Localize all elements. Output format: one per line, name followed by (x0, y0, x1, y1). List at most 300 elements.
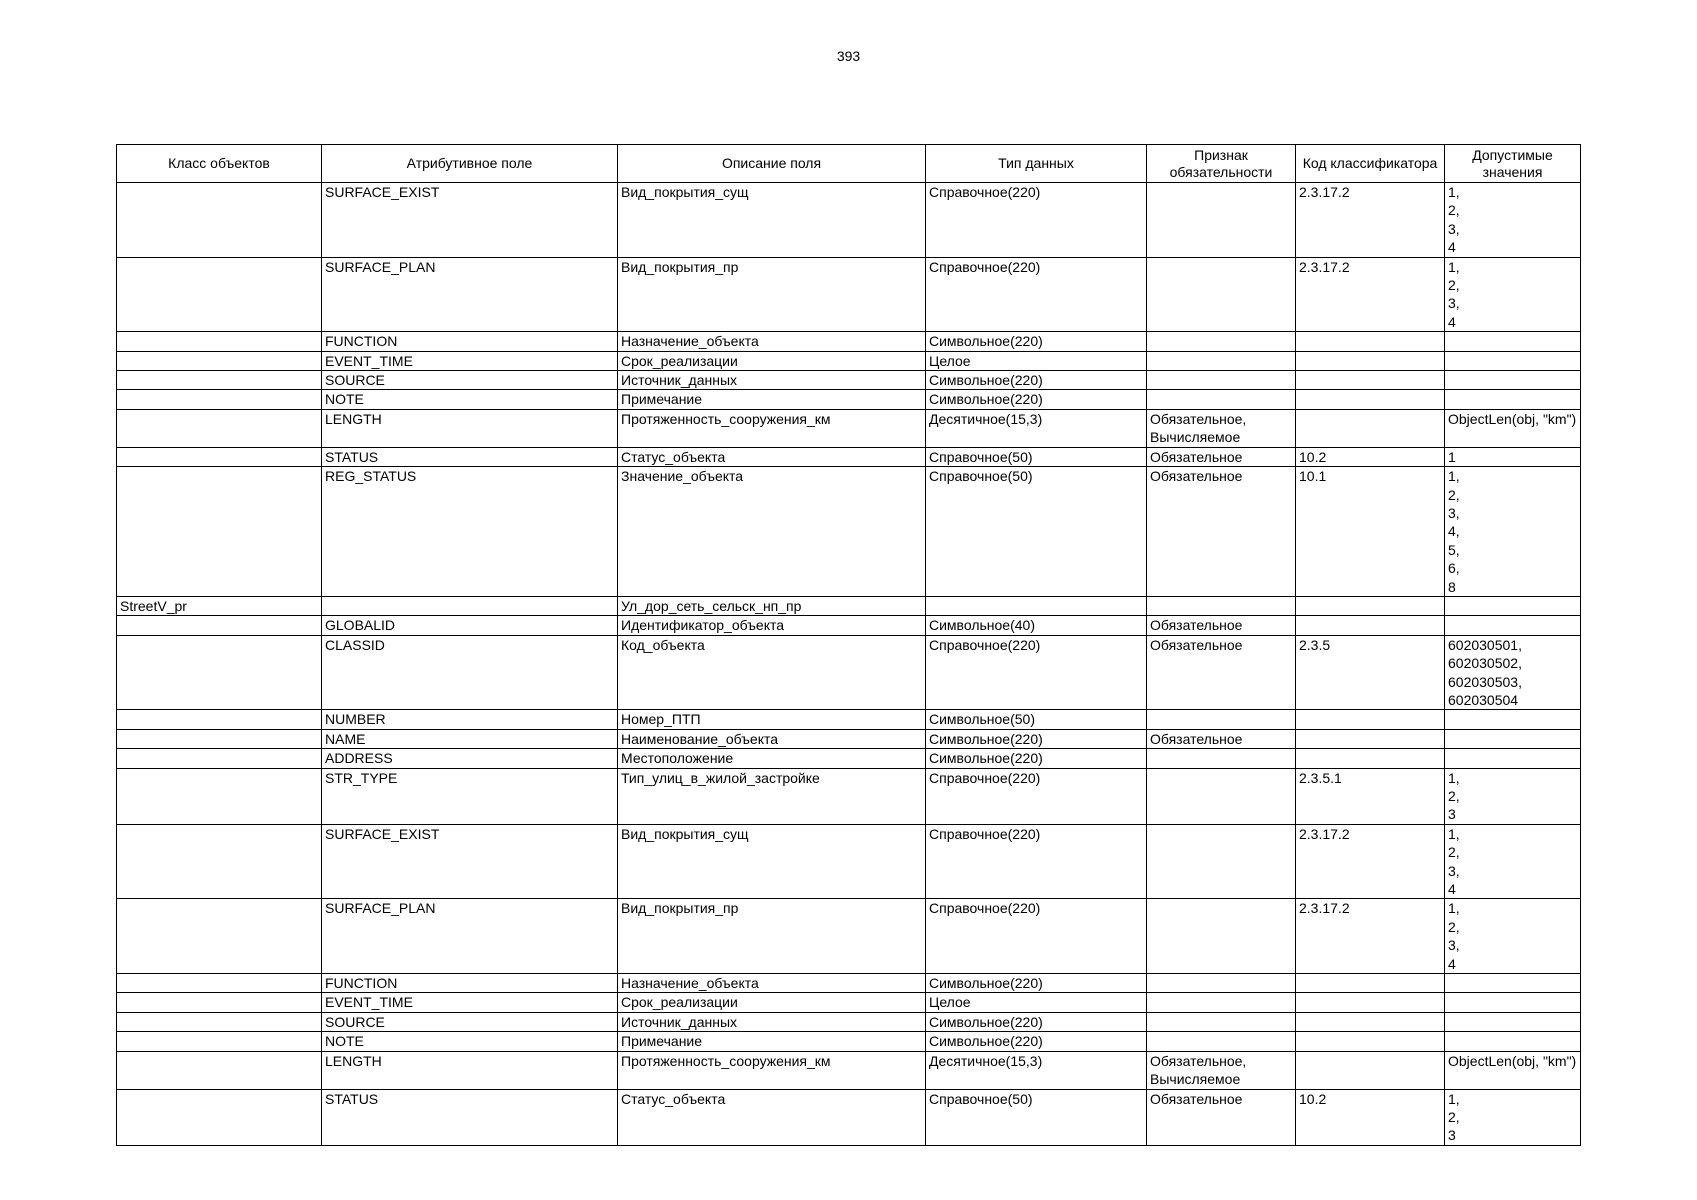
required-cell (1147, 409, 1296, 447)
cell-text: Символьное(220) (929, 372, 1043, 389)
field-cell (322, 183, 618, 258)
table-body (117, 183, 1581, 1146)
classifier-code-cell (1296, 183, 1445, 258)
field-cell (322, 1012, 618, 1031)
classifier-code-cell (1296, 351, 1445, 370)
cell-text: SURFACE_EXIST (325, 825, 440, 842)
classifier-code-cell (1296, 635, 1445, 710)
cell-text: NUMBER (325, 711, 386, 728)
description-cell (618, 1051, 926, 1089)
field-cell (322, 467, 618, 597)
data-type-cell (926, 824, 1147, 899)
data-type-cell (926, 371, 1147, 390)
allowed-values-cell (1445, 729, 1581, 748)
description-cell (618, 824, 926, 899)
required-cell (1147, 993, 1296, 1012)
cell-text: Символьное(50) (929, 711, 1035, 728)
field-cell (322, 768, 618, 824)
field-cell (322, 824, 618, 899)
field-cell (322, 974, 618, 993)
table-row (117, 616, 1581, 635)
required-cell (1147, 183, 1296, 258)
cell-text: Символьное(40) (929, 617, 1035, 634)
table-row (117, 467, 1581, 597)
cell-text: STATUS (325, 1090, 379, 1107)
description-cell (618, 710, 926, 729)
field-cell (322, 710, 618, 729)
cell-text: LENGTH (325, 1052, 382, 1069)
required-cell (1147, 899, 1296, 974)
description-cell (618, 371, 926, 390)
class-cell (117, 467, 322, 597)
table-row (117, 1012, 1581, 1031)
cell-text: Тип_улиц_в_жилой_застройке (621, 769, 820, 786)
cell-text: Десятичное(15,3) (929, 410, 1043, 427)
cell-text: LENGTH (325, 410, 382, 427)
data-type-cell (926, 596, 1147, 615)
classifier-code-cell (1296, 899, 1445, 974)
table-row (117, 332, 1581, 351)
cell-text: 2.3.5.1 (1299, 769, 1342, 786)
attribute-table (116, 144, 1581, 1146)
table-header-row (117, 145, 1581, 183)
cell-line: 1, (1448, 769, 1460, 786)
required-cell (1147, 710, 1296, 729)
cell-text: Справочное(220) (929, 825, 1041, 842)
table-row (117, 749, 1581, 768)
table-row (117, 351, 1581, 370)
cell-text: Протяженность_сооружения_км (621, 1052, 831, 1069)
classifier-code-cell (1296, 390, 1445, 409)
cell-line: 1, (1448, 825, 1460, 842)
cell-text: Справочное(220) (929, 900, 1041, 917)
class-cell (117, 749, 322, 768)
allowed-values-cell (1445, 1051, 1581, 1089)
cell-line: 1, (1448, 900, 1460, 917)
class-cell (117, 390, 322, 409)
allowed-values-cell (1445, 974, 1581, 993)
classifier-code-cell (1296, 447, 1445, 466)
allowed-values-cell (1445, 710, 1581, 729)
cell-text: Назначение_объекта (621, 975, 759, 992)
classifier-code-cell (1296, 409, 1445, 447)
cell-text: Символьное(220) (929, 730, 1043, 747)
data-type-cell (926, 351, 1147, 370)
cell-text: REG_STATUS (325, 468, 417, 485)
required-cell (1147, 447, 1296, 466)
field-cell (322, 749, 618, 768)
description-cell (618, 1032, 926, 1051)
classifier-code-cell (1296, 596, 1445, 615)
cell-text: Десятичное(15,3) (929, 1052, 1043, 1069)
cell-line: Вычисляемое (1150, 429, 1241, 446)
table-row (117, 768, 1581, 824)
class-cell (117, 257, 322, 332)
table-row (117, 183, 1581, 258)
required-cell (1147, 1089, 1296, 1145)
cell-line: 5, (1448, 541, 1460, 558)
description-cell (618, 351, 926, 370)
required-cell (1147, 351, 1296, 370)
cell-text: CLASSID (325, 636, 385, 653)
allowed-values-cell (1445, 899, 1581, 974)
description-cell (618, 899, 926, 974)
class-cell (117, 993, 322, 1012)
header-allowed-values: Допустимые значения (1445, 145, 1581, 183)
cell-text: SURFACE_PLAN (325, 258, 436, 275)
table-row (117, 1089, 1581, 1145)
field-cell (322, 371, 618, 390)
data-type-cell (926, 257, 1147, 332)
allowed-values-cell (1445, 351, 1581, 370)
cell-text: Источник_данных (621, 1013, 738, 1030)
cell-text: Справочное(50) (929, 468, 1033, 485)
cell-text: Вид_покрытия_сущ (621, 825, 749, 842)
cell-text: Справочное(220) (929, 636, 1041, 653)
description-cell (618, 749, 926, 768)
cell-line: Обязательное, (1150, 410, 1247, 427)
table-row (117, 899, 1581, 974)
description-cell (618, 183, 926, 258)
cell-text: Справочное(220) (929, 258, 1041, 275)
cell-line: 4, (1448, 523, 1460, 540)
cell-line: Обязательное (1150, 1090, 1243, 1107)
cell-line: 2, (1448, 788, 1460, 804)
cell-text: Идентификатор_объекта (621, 617, 785, 634)
cell-text: ADDRESS (325, 750, 393, 767)
cell-text: NOTE (325, 391, 364, 408)
allowed-values-cell (1445, 332, 1581, 351)
class-cell (117, 824, 322, 899)
cell-line: 3 (1448, 1127, 1456, 1144)
cell-line: 1, (1448, 468, 1460, 485)
cell-text: SOURCE (325, 1013, 385, 1030)
class-cell (117, 1051, 322, 1089)
allowed-values-cell (1445, 390, 1581, 409)
cell-text: SURFACE_PLAN (325, 900, 436, 917)
required-cell (1147, 332, 1296, 351)
required-cell (1147, 749, 1296, 768)
cell-line: 3, (1448, 862, 1460, 879)
cell-line: 4 (1448, 881, 1456, 898)
required-cell (1147, 824, 1296, 899)
cell-line: ObjectLen(obj, "km") (1448, 410, 1577, 427)
cell-line: 602030503, (1448, 673, 1522, 690)
data-type-cell (926, 616, 1147, 635)
data-type-cell (926, 409, 1147, 447)
cell-text: Срок_реализации (621, 994, 738, 1011)
required-cell (1147, 1051, 1296, 1089)
field-cell (322, 635, 618, 710)
description-cell (618, 409, 926, 447)
data-type-cell (926, 1012, 1147, 1031)
cell-text: Справочное(50) (929, 448, 1033, 465)
description-cell (618, 768, 926, 824)
cell-text: 10.2 (1299, 448, 1327, 465)
required-cell (1147, 596, 1296, 615)
data-type-cell (926, 635, 1147, 710)
data-type-cell (926, 993, 1147, 1012)
cell-line: 2, (1448, 1108, 1460, 1125)
class-cell (117, 616, 322, 635)
cell-line: 2, (1448, 918, 1460, 935)
header-data-type: Тип данных (926, 145, 1147, 183)
field-cell (322, 390, 618, 409)
classifier-code-cell (1296, 371, 1445, 390)
cell-text: 2.3.17.2 (1299, 900, 1350, 917)
data-type-cell (926, 1032, 1147, 1051)
allowed-values-cell (1445, 467, 1581, 597)
allowed-values-cell (1445, 447, 1581, 466)
classifier-code-cell (1296, 710, 1445, 729)
data-type-cell (926, 974, 1147, 993)
field-cell (322, 1032, 618, 1051)
data-type-cell (926, 749, 1147, 768)
table-row (117, 257, 1581, 332)
cell-line: 602030501, (1448, 636, 1522, 653)
class-cell (117, 351, 322, 370)
table-row (117, 993, 1581, 1012)
cell-line: Обязательное (1150, 730, 1243, 747)
cell-text: Назначение_объекта (621, 333, 759, 350)
class-cell (117, 332, 322, 351)
field-cell (322, 1089, 618, 1145)
data-type-cell (926, 447, 1147, 466)
classifier-code-cell (1296, 257, 1445, 332)
table-row (117, 1051, 1581, 1089)
field-cell (322, 616, 618, 635)
allowed-values-cell (1445, 768, 1581, 824)
class-cell (117, 447, 322, 466)
required-cell (1147, 729, 1296, 748)
cell-text: FUNCTION (325, 975, 398, 992)
cell-line: 2, (1448, 486, 1460, 503)
class-cell (117, 183, 322, 258)
cell-line: 602030504 (1448, 691, 1519, 708)
cell-line: ObjectLen(obj, "km") (1448, 1052, 1577, 1069)
classifier-code-cell (1296, 729, 1445, 748)
description-cell (618, 616, 926, 635)
cell-text: Источник_данных (621, 372, 738, 389)
description-cell (618, 332, 926, 351)
description-cell (618, 447, 926, 466)
cell-text: GLOBALID (325, 617, 396, 634)
cell-text: Справочное(220) (929, 184, 1041, 200)
allowed-values-cell (1445, 616, 1581, 635)
description-cell (618, 974, 926, 993)
allowed-values-cell (1445, 993, 1581, 1012)
cell-line: 3, (1448, 937, 1460, 954)
cell-line: 4 (1448, 313, 1456, 330)
cell-text: 10.2 (1299, 1090, 1327, 1107)
cell-text: Номер_ПТП (621, 711, 701, 728)
class-cell (117, 371, 322, 390)
required-cell (1147, 635, 1296, 710)
table-row (117, 409, 1581, 447)
classifier-code-cell (1296, 974, 1445, 993)
class-cell (117, 974, 322, 993)
required-cell (1147, 616, 1296, 635)
classifier-code-cell (1296, 993, 1445, 1012)
cell-line: 602030502, (1448, 655, 1522, 672)
cell-text: Примечание (621, 391, 703, 408)
required-cell (1147, 1032, 1296, 1051)
cell-line: 3 (1448, 806, 1456, 823)
required-cell (1147, 974, 1296, 993)
cell-line: 2, (1448, 277, 1460, 294)
required-cell (1147, 768, 1296, 824)
classifier-code-cell (1296, 1012, 1445, 1031)
field-cell (322, 351, 618, 370)
cell-text: Вид_покрытия_пр (621, 258, 739, 275)
allowed-values-cell (1445, 749, 1581, 768)
cell-line: 1 (1448, 448, 1456, 465)
cell-text: Целое (929, 994, 971, 1011)
cell-text: NOTE (325, 1033, 364, 1050)
table-row (117, 635, 1581, 710)
classifier-code-cell (1296, 616, 1445, 635)
cell-line: Обязательное, (1150, 1052, 1247, 1069)
description-cell (618, 257, 926, 332)
cell-text: Вид_покрытия_пр (621, 900, 739, 917)
class-cell (117, 1032, 322, 1051)
class-cell (117, 635, 322, 710)
cell-text: Ул_дор_сеть_сельск_нп_пр (621, 597, 802, 614)
cell-line: 3, (1448, 295, 1460, 312)
field-cell (322, 899, 618, 974)
cell-text: Символьное(220) (929, 975, 1043, 992)
cell-text: Местоположение (621, 750, 734, 767)
classifier-code-cell (1296, 749, 1445, 768)
cell-text: 2.3.5 (1299, 636, 1331, 653)
header-required: Признак обязательности (1147, 145, 1296, 183)
classifier-code-cell (1296, 824, 1445, 899)
allowed-values-cell (1445, 371, 1581, 390)
cell-line: 3, (1448, 220, 1460, 237)
cell-line: 1, (1448, 184, 1460, 200)
cell-text: Статус_объекта (621, 448, 726, 465)
field-cell (322, 257, 618, 332)
allowed-values-cell (1445, 635, 1581, 710)
cell-line: 1, (1448, 1090, 1460, 1107)
cell-text: Вид_покрытия_сущ (621, 184, 749, 200)
header-field: Атрибутивное поле (322, 145, 618, 183)
data-type-cell (926, 183, 1147, 258)
required-cell (1147, 371, 1296, 390)
table-row (117, 1032, 1581, 1051)
cell-text: 2.3.17.2 (1299, 825, 1350, 842)
classifier-code-cell (1296, 1089, 1445, 1145)
cell-line: Обязательное (1150, 636, 1243, 653)
cell-text: SURFACE_EXIST (325, 184, 440, 200)
header-description: Описание поля (618, 145, 926, 183)
cell-line: 8 (1448, 578, 1456, 595)
cell-text: Срок_реализации (621, 352, 738, 369)
cell-text: STATUS (325, 448, 379, 465)
description-cell (618, 993, 926, 1012)
header-classifier-code: Код классификатора (1296, 145, 1445, 183)
cell-text: Символьное(220) (929, 333, 1043, 350)
description-cell (618, 596, 926, 615)
cell-text: NAME (325, 730, 366, 747)
cell-text: 2.3.17.2 (1299, 258, 1350, 275)
data-type-cell (926, 899, 1147, 974)
table-row (117, 729, 1581, 748)
data-type-cell (926, 467, 1147, 597)
table-row (117, 824, 1581, 899)
field-cell (322, 729, 618, 748)
required-cell (1147, 1012, 1296, 1031)
description-cell (618, 467, 926, 597)
cell-line: 2, (1448, 844, 1460, 861)
cell-text: Протяженность_сооружения_км (621, 410, 831, 427)
cell-text: Статус_объекта (621, 1090, 726, 1107)
description-cell (618, 390, 926, 409)
description-cell (618, 635, 926, 710)
table-row (117, 710, 1581, 729)
classifier-code-cell (1296, 1051, 1445, 1089)
table-row (117, 596, 1581, 615)
classifier-code-cell (1296, 467, 1445, 597)
field-cell (322, 332, 618, 351)
cell-line: 3, (1448, 504, 1460, 521)
data-type-cell (926, 710, 1147, 729)
data-type-cell (926, 1051, 1147, 1089)
allowed-values-cell (1445, 596, 1581, 615)
cell-text: Код_объекта (621, 636, 705, 653)
field-cell (322, 1051, 618, 1089)
cell-line: 2, (1448, 202, 1460, 219)
cell-text: 10.1 (1299, 468, 1327, 485)
cell-line: Обязательное (1150, 468, 1243, 485)
table-row (117, 390, 1581, 409)
cell-text: Наименование_объекта (621, 730, 779, 747)
cell-text: SOURCE (325, 372, 385, 389)
description-cell (618, 1012, 926, 1031)
cell-text: Символьное(220) (929, 750, 1043, 767)
class-cell (117, 409, 322, 447)
class-cell (117, 710, 322, 729)
class-cell (117, 1089, 322, 1145)
allowed-values-cell (1445, 1089, 1581, 1145)
cell-line: 1, (1448, 258, 1460, 275)
cell-text: Целое (929, 352, 971, 369)
cell-line: Обязательное (1150, 448, 1243, 465)
data-type-cell (926, 768, 1147, 824)
cell-text: Справочное(50) (929, 1090, 1033, 1107)
cell-text: StreetV_pr (120, 597, 187, 614)
cell-text: Символьное(220) (929, 1013, 1043, 1030)
cell-text: Символьное(220) (929, 1033, 1043, 1050)
allowed-values-cell (1445, 1032, 1581, 1051)
data-type-cell (926, 390, 1147, 409)
class-cell (117, 768, 322, 824)
cell-text: Символьное(220) (929, 391, 1043, 408)
cell-text: 2.3.17.2 (1299, 184, 1350, 200)
cell-line: 6, (1448, 560, 1460, 577)
required-cell (1147, 257, 1296, 332)
page-number: 393 (836, 48, 861, 64)
class-cell (117, 1012, 322, 1031)
allowed-values-cell (1445, 409, 1581, 447)
cell-text: EVENT_TIME (325, 352, 413, 369)
cell-text: EVENT_TIME (325, 994, 413, 1011)
allowed-values-cell (1445, 824, 1581, 899)
class-cell (117, 729, 322, 748)
cell-line: 4 (1448, 955, 1456, 972)
allowed-values-cell (1445, 257, 1581, 332)
table-row (117, 447, 1581, 466)
